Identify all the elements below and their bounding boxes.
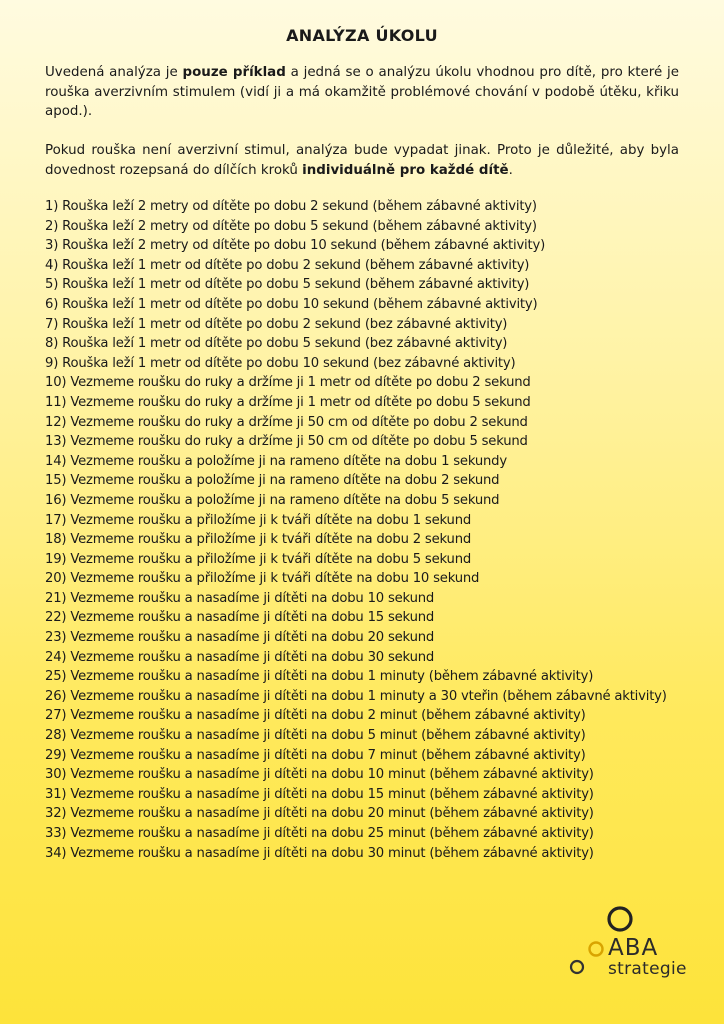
task-step-item: 20) Vezmeme roušku a přiložíme ji k tváři dítěte na dobu 10 sekund xyxy=(45,571,480,587)
task-step-item: 11) Vezmeme roušku do ruky a držíme ji 1 metr od dítěte po dobu 5 sekund xyxy=(45,394,531,410)
task-step-item: 12) Vezmeme roušku do ruky a držíme ji 50 cm od dítěte po dobu 2 sekund xyxy=(45,414,528,430)
intro-p2-bold: individuálně pro každé dítě xyxy=(302,162,509,178)
task-step-item: 7) Rouška leží 1 metr od dítěte po dobu 2 sekund (bez zábavné aktivity) xyxy=(45,316,508,332)
task-step-item: 6) Rouška leží 1 metr od dítěte po dobu 10 sekund (během zábavné aktivity) xyxy=(45,296,538,312)
intro-p2-text-before: Pokud rouška není averzivní stimul, analýza bude vypadat jinak. Proto je důležité, aby byla dovednost rozepsaná do dílčích kroků xyxy=(45,143,679,178)
task-step-item: 26) Vezmeme roušku a nasadíme ji dítěti na dobu 1 minuty a 30 vteřin (během zábavné aktivity) xyxy=(45,688,667,704)
task-step-item: 18) Vezmeme roušku a přiložíme ji k tváři dítěte na dobu 2 sekund xyxy=(45,532,472,548)
task-steps-list xyxy=(45,197,685,863)
task-step-item: 23) Vezmeme roušku a nasadíme ji dítěti na dobu 20 sekund xyxy=(45,630,435,646)
task-step-item: 13) Vezmeme roušku do ruky a držíme ji 50 cm od dítěte po dobu 5 sekund xyxy=(45,434,528,450)
intro-p1-text-before: Uvedená analýza je xyxy=(45,65,183,80)
task-step-item: 31) Vezmeme roušku a nasadíme ji dítěti na dobu 15 minut (během zábavné aktivity) xyxy=(45,786,594,802)
task-step-item: 17) Vezmeme roušku a přiložíme ji k tváři dítěte na dobu 1 sekund xyxy=(45,512,472,528)
logo-wordmark xyxy=(608,937,687,978)
task-step-item: 30) Vezmeme roušku a nasadíme ji dítěti na dobu 10 minut (během zábavné aktivity) xyxy=(45,767,594,783)
intro-p2-text-after: . xyxy=(508,162,513,178)
task-step-item: 5) Rouška leží 1 metr od dítěte po dobu 5 sekund (během zábavné aktivity) xyxy=(45,277,530,293)
task-step-item: 25) Vezmeme roušku a nasadíme ji dítěti na dobu 1 minuty (během zábavné aktivity) xyxy=(45,669,594,685)
task-step-item: 27) Vezmeme roušku a nasadíme ji dítěti na dobu 2 minut (během zábavné aktivity) xyxy=(45,708,586,724)
task-step-item: 22) Vezmeme roušku a nasadíme ji dítěti na dobu 15 sekund xyxy=(45,610,435,626)
task-step-item: 9) Rouška leží 1 metr od dítěte po dobu 10 sekund (bez zábavné aktivity) xyxy=(45,355,516,371)
task-step-item: 4) Rouška leží 1 metr od dítěte po dobu 2 sekund (během zábavné aktivity) xyxy=(45,257,530,273)
intro-paragraph-2 xyxy=(45,141,679,180)
task-step-item: 2) Rouška leží 2 metry od dítěte po dobu 5 sekund (během zábavné aktivity) xyxy=(45,218,537,234)
logo-line-aba: ABA xyxy=(608,935,659,961)
aba-strategie-logo xyxy=(560,905,690,995)
task-step-item: 16) Vezmeme roušku a položíme ji na rameno dítěte na dobu 5 sekund xyxy=(45,492,500,508)
task-step-item: 21) Vezmeme roušku a nasadíme ji dítěti na dobu 10 sekund xyxy=(45,590,435,606)
task-step-item: 34) Vezmeme roušku a nasadíme ji dítěti na dobu 30 minut (během zábavné aktivity) xyxy=(45,845,594,861)
task-step-item: 28) Vezmeme roušku a nasadíme ji dítěti na dobu 5 minut (během zábavné aktivity) xyxy=(45,728,586,744)
task-step-item: 29) Vezmeme roušku a nasadíme ji dítěti na dobu 7 minut (během zábavné aktivity) xyxy=(45,747,586,763)
task-step-item: 3) Rouška leží 2 metry od dítěte po dobu 10 sekund (během zábavné aktivity) xyxy=(45,238,546,254)
task-step-item: 14) Vezmeme roušku a položíme ji na rameno dítěte na dobu 1 sekundy xyxy=(45,453,507,469)
page-title: ANALÝZA ÚKOLU xyxy=(286,26,438,45)
task-step-item: 15) Vezmeme roušku a položíme ji na rameno dítěte na dobu 2 sekund xyxy=(45,473,500,489)
intro-p1-text-after: a jedná se o analýzu úkolu vhodnou pro dítě, pro které je rouška averzivním stimulem (vidí ji a má okamžitě problémové chování v podobě útěku, křiku apod.). xyxy=(45,65,679,120)
task-step-item: 32) Vezmeme roušku a nasadíme ji dítěti na dobu 20 minut (během zábavné aktivity) xyxy=(45,806,594,822)
task-step-item: 1) Rouška leží 2 metry od dítěte po dobu 2 sekund (během zábavné aktivity) xyxy=(45,199,537,214)
task-step-item: 24) Vezmeme roušku a nasadíme ji dítěti na dobu 30 sekund xyxy=(45,649,435,665)
task-step-item: 19) Vezmeme roušku a přiložíme ji k tváři dítěte na dobu 5 sekund xyxy=(45,551,472,567)
intro-paragraph-1 xyxy=(45,63,679,122)
task-step-item: 33) Vezmeme roušku a nasadíme ji dítěti na dobu 25 minut (během zábavné aktivity) xyxy=(45,826,594,841)
intro-p1-bold: pouze příklad xyxy=(182,65,286,80)
logo-line-strategie: strategie xyxy=(608,959,687,979)
task-step-item: 8) Rouška leží 1 metr od dítěte po dobu 5 sekund (bez zábavné aktivity) xyxy=(45,336,508,352)
task-step-item: 10) Vezmeme roušku do ruky a držíme ji 1 metr od dítěte po dobu 2 sekund xyxy=(45,375,531,391)
